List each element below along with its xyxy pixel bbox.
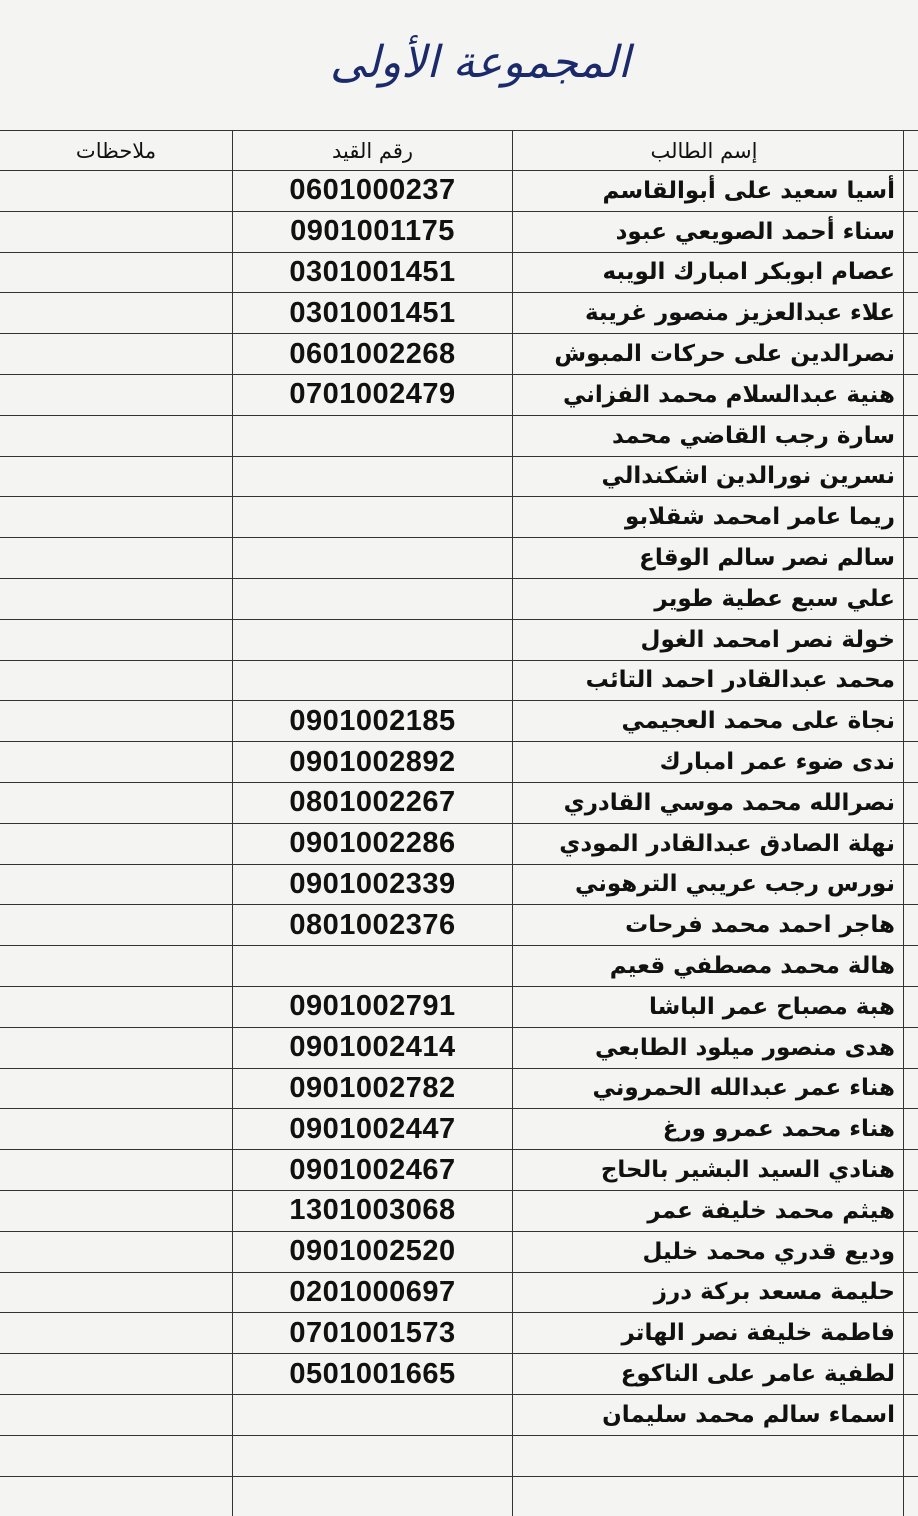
- margin-cell: [904, 620, 918, 660]
- margin-cell: [904, 1191, 918, 1231]
- registration-number-cell: 0901001175: [232, 212, 512, 252]
- registration-number-cell: 0201000697: [232, 1273, 512, 1313]
- table-row: [0, 1312, 918, 1353]
- table-row: [0, 1353, 918, 1394]
- student-name-cell: نهلة الصادق عبدالقادر المودي: [512, 824, 904, 864]
- student-name-cell: لطفية عامر على الناكوع: [512, 1354, 904, 1394]
- registration-number-cell: 0901002467: [232, 1150, 512, 1190]
- student-name-cell: علاء عبدالعزيز منصور غريبة: [512, 293, 904, 333]
- registration-number-cell: 0501001665: [232, 1354, 512, 1394]
- student-name-cell: هالة محمد مصطفي قعيم: [512, 946, 904, 986]
- registration-number-cell: 0901002447: [232, 1109, 512, 1149]
- registration-number-cell: [232, 457, 512, 497]
- notes-cell: [0, 375, 232, 415]
- notes-cell: [0, 1069, 232, 1109]
- margin-cell: [904, 497, 918, 537]
- margin-cell: [904, 1109, 918, 1149]
- student-name-cell: هاجر احمد محمد فرحات: [512, 905, 904, 945]
- table-row: [0, 1108, 918, 1149]
- notes-cell: [0, 416, 232, 456]
- notes-cell: [0, 293, 232, 333]
- notes-cell: [0, 1191, 232, 1231]
- notes-cell: [0, 742, 232, 782]
- registration-number-cell: [232, 538, 512, 578]
- registration-number-cell: 0901002339: [232, 865, 512, 905]
- student-name-cell: نسرين نورالدين اشكندالي: [512, 457, 904, 497]
- margin-cell: [904, 946, 918, 986]
- student-name-cell: هنادي السيد البشير بالحاج: [512, 1150, 904, 1190]
- table-row: [0, 170, 918, 211]
- margin-cell: [904, 1477, 918, 1516]
- margin-cell: [904, 1395, 918, 1435]
- table-row: [0, 782, 918, 823]
- table-row: [0, 945, 918, 986]
- margin-cell: [904, 865, 918, 905]
- table-row: [0, 864, 918, 905]
- registration-number-cell: 0901002791: [232, 987, 512, 1027]
- table-row: [0, 333, 918, 374]
- student-name-cell: هناء عمر عبدالله الحمروني: [512, 1069, 904, 1109]
- student-name-cell: نصرالله محمد موسي القادري: [512, 783, 904, 823]
- empty-row: [0, 1435, 918, 1476]
- notes-cell: [0, 1436, 232, 1476]
- table-row: [0, 292, 918, 333]
- margin-cell: [904, 661, 918, 701]
- student-name-cell: هناء محمد عمرو ورغ: [512, 1109, 904, 1149]
- margin-cell: [904, 212, 918, 252]
- notes-cell: [0, 1395, 232, 1435]
- notes-cell: [0, 1273, 232, 1313]
- margin-cell: [904, 457, 918, 497]
- registration-number-cell: 0901002185: [232, 701, 512, 741]
- table-row: [0, 211, 918, 252]
- registration-number-cell: [232, 416, 512, 456]
- registration-number-cell: 0701002479: [232, 375, 512, 415]
- table-row: [0, 1394, 918, 1435]
- table-row: [0, 1149, 918, 1190]
- student-name-cell: هيثم محمد خليفة عمر: [512, 1191, 904, 1231]
- margin-cell: [904, 579, 918, 619]
- notes-cell: [0, 783, 232, 823]
- student-name-cell: ريما عامر امحمد شقلابو: [512, 497, 904, 537]
- table-row: [0, 1272, 918, 1313]
- registration-number-cell: [232, 620, 512, 660]
- students-table: [0, 130, 918, 1516]
- registration-number-cell: 0301001451: [232, 253, 512, 293]
- margin-cell: [904, 416, 918, 456]
- registration-number-cell: 0901002520: [232, 1232, 512, 1272]
- student-name-cell: محمد عبدالقادر احمد التائب: [512, 661, 904, 701]
- margin-cell: [904, 1069, 918, 1109]
- registration-number-cell: 0701001573: [232, 1313, 512, 1353]
- table-row: [0, 1231, 918, 1272]
- table-row: [0, 619, 918, 660]
- student-name-cell: فاطمة خليفة نصر الهاتر: [512, 1313, 904, 1353]
- notes-cell: [0, 253, 232, 293]
- notes-cell: [0, 171, 232, 211]
- student-name-cell: سارة رجب القاضي محمد: [512, 416, 904, 456]
- table-row: [0, 578, 918, 619]
- registration-number-cell: [232, 1477, 512, 1516]
- margin-cell: [904, 334, 918, 374]
- margin-cell: [904, 171, 918, 211]
- student-name-cell: أسيا سعيد على أبوالقاسم: [512, 171, 904, 211]
- notes-cell: [0, 1028, 232, 1068]
- margin-cell: [904, 253, 918, 293]
- margin-cell: [904, 1354, 918, 1394]
- student-name-cell: وديع قدري محمد خليل: [512, 1232, 904, 1272]
- table-row: [0, 1027, 918, 1068]
- header-notes: ملاحظات: [0, 131, 232, 170]
- registration-number-cell: [232, 1395, 512, 1435]
- margin-cell: [904, 1436, 918, 1476]
- table-row: [0, 741, 918, 782]
- student-name-cell: هدى منصور ميلود الطابعي: [512, 1028, 904, 1068]
- student-name-cell: نورس رجب عريبي الترهوني: [512, 865, 904, 905]
- margin-column: [904, 131, 918, 170]
- margin-cell: [904, 987, 918, 1027]
- notes-cell: [0, 701, 232, 741]
- table-row: [0, 904, 918, 945]
- registration-number-cell: [232, 579, 512, 619]
- notes-cell: [0, 905, 232, 945]
- student-name-cell: علي سبع عطية طوير: [512, 579, 904, 619]
- notes-cell: [0, 538, 232, 578]
- margin-cell: [904, 1150, 918, 1190]
- student-name-cell: خولة نصر امحمد الغول: [512, 620, 904, 660]
- registration-number-cell: 0801002376: [232, 905, 512, 945]
- registration-number-cell: 0801002267: [232, 783, 512, 823]
- table-row: [0, 252, 918, 293]
- margin-cell: [904, 1273, 918, 1313]
- student-name-cell: [512, 1436, 904, 1476]
- registration-number-cell: 0601002268: [232, 334, 512, 374]
- registration-number-cell: 0301001451: [232, 293, 512, 333]
- notes-cell: [0, 1313, 232, 1353]
- header-registration-number: رقم القيد: [232, 131, 512, 170]
- empty-row: [0, 1476, 918, 1516]
- margin-cell: [904, 1232, 918, 1272]
- margin-cell: [904, 783, 918, 823]
- notes-cell: [0, 1354, 232, 1394]
- student-name-cell: اسماء سالم محمد سليمان: [512, 1395, 904, 1435]
- student-name-cell: ندى ضوء عمر امبارك: [512, 742, 904, 782]
- registration-number-cell: [232, 946, 512, 986]
- margin-cell: [904, 1028, 918, 1068]
- table-row: [0, 823, 918, 864]
- margin-cell: [904, 905, 918, 945]
- notes-cell: [0, 579, 232, 619]
- handwritten-group-title: المجموعة الأولى: [290, 28, 670, 98]
- registration-number-cell: [232, 497, 512, 537]
- registration-number-cell: 1301003068: [232, 1191, 512, 1231]
- margin-cell: [904, 538, 918, 578]
- registration-number-cell: 0901002286: [232, 824, 512, 864]
- student-name-cell: نجاة على محمد العجيمي: [512, 701, 904, 741]
- margin-cell: [904, 701, 918, 741]
- margin-cell: [904, 293, 918, 333]
- registration-number-cell: 0901002414: [232, 1028, 512, 1068]
- notes-cell: [0, 1109, 232, 1149]
- notes-cell: [0, 1150, 232, 1190]
- student-name-cell: سالم نصر سالم الوقاع: [512, 538, 904, 578]
- table-row: [0, 700, 918, 741]
- student-name-cell: [512, 1477, 904, 1516]
- registration-number-cell: [232, 1436, 512, 1476]
- student-name-cell: نصرالدين على حركات المبوش: [512, 334, 904, 374]
- margin-cell: [904, 824, 918, 864]
- table-row: [0, 986, 918, 1027]
- registration-number-cell: 0601000237: [232, 171, 512, 211]
- student-name-cell: حليمة مسعد بركة درز: [512, 1273, 904, 1313]
- student-name-cell: سناء أحمد الصويعي عبود: [512, 212, 904, 252]
- notes-cell: [0, 1232, 232, 1272]
- notes-cell: [0, 620, 232, 660]
- student-name-cell: هنية عبدالسلام محمد الفزاني: [512, 375, 904, 415]
- table-row: [0, 537, 918, 578]
- notes-cell: [0, 334, 232, 374]
- margin-cell: [904, 742, 918, 782]
- registration-number-cell: 0901002782: [232, 1069, 512, 1109]
- table-row: [0, 415, 918, 456]
- registration-number-cell: [232, 661, 512, 701]
- table-row: [0, 374, 918, 415]
- notes-cell: [0, 457, 232, 497]
- notes-cell: [0, 824, 232, 864]
- table-row: [0, 660, 918, 701]
- notes-cell: [0, 946, 232, 986]
- notes-cell: [0, 497, 232, 537]
- table-header-row: [0, 130, 918, 170]
- notes-cell: [0, 865, 232, 905]
- table-row: [0, 496, 918, 537]
- table-row: [0, 1190, 918, 1231]
- margin-cell: [904, 1313, 918, 1353]
- student-name-cell: عصام ابوبكر امبارك الويبه: [512, 253, 904, 293]
- table-row: [0, 1068, 918, 1109]
- margin-cell: [904, 375, 918, 415]
- header-student-name: إسم الطالب: [512, 131, 904, 170]
- table-row: [0, 456, 918, 497]
- notes-cell: [0, 212, 232, 252]
- registration-number-cell: 0901002892: [232, 742, 512, 782]
- notes-cell: [0, 1477, 232, 1516]
- notes-cell: [0, 987, 232, 1027]
- notes-cell: [0, 661, 232, 701]
- student-name-cell: هبة مصباح عمر الباشا: [512, 987, 904, 1027]
